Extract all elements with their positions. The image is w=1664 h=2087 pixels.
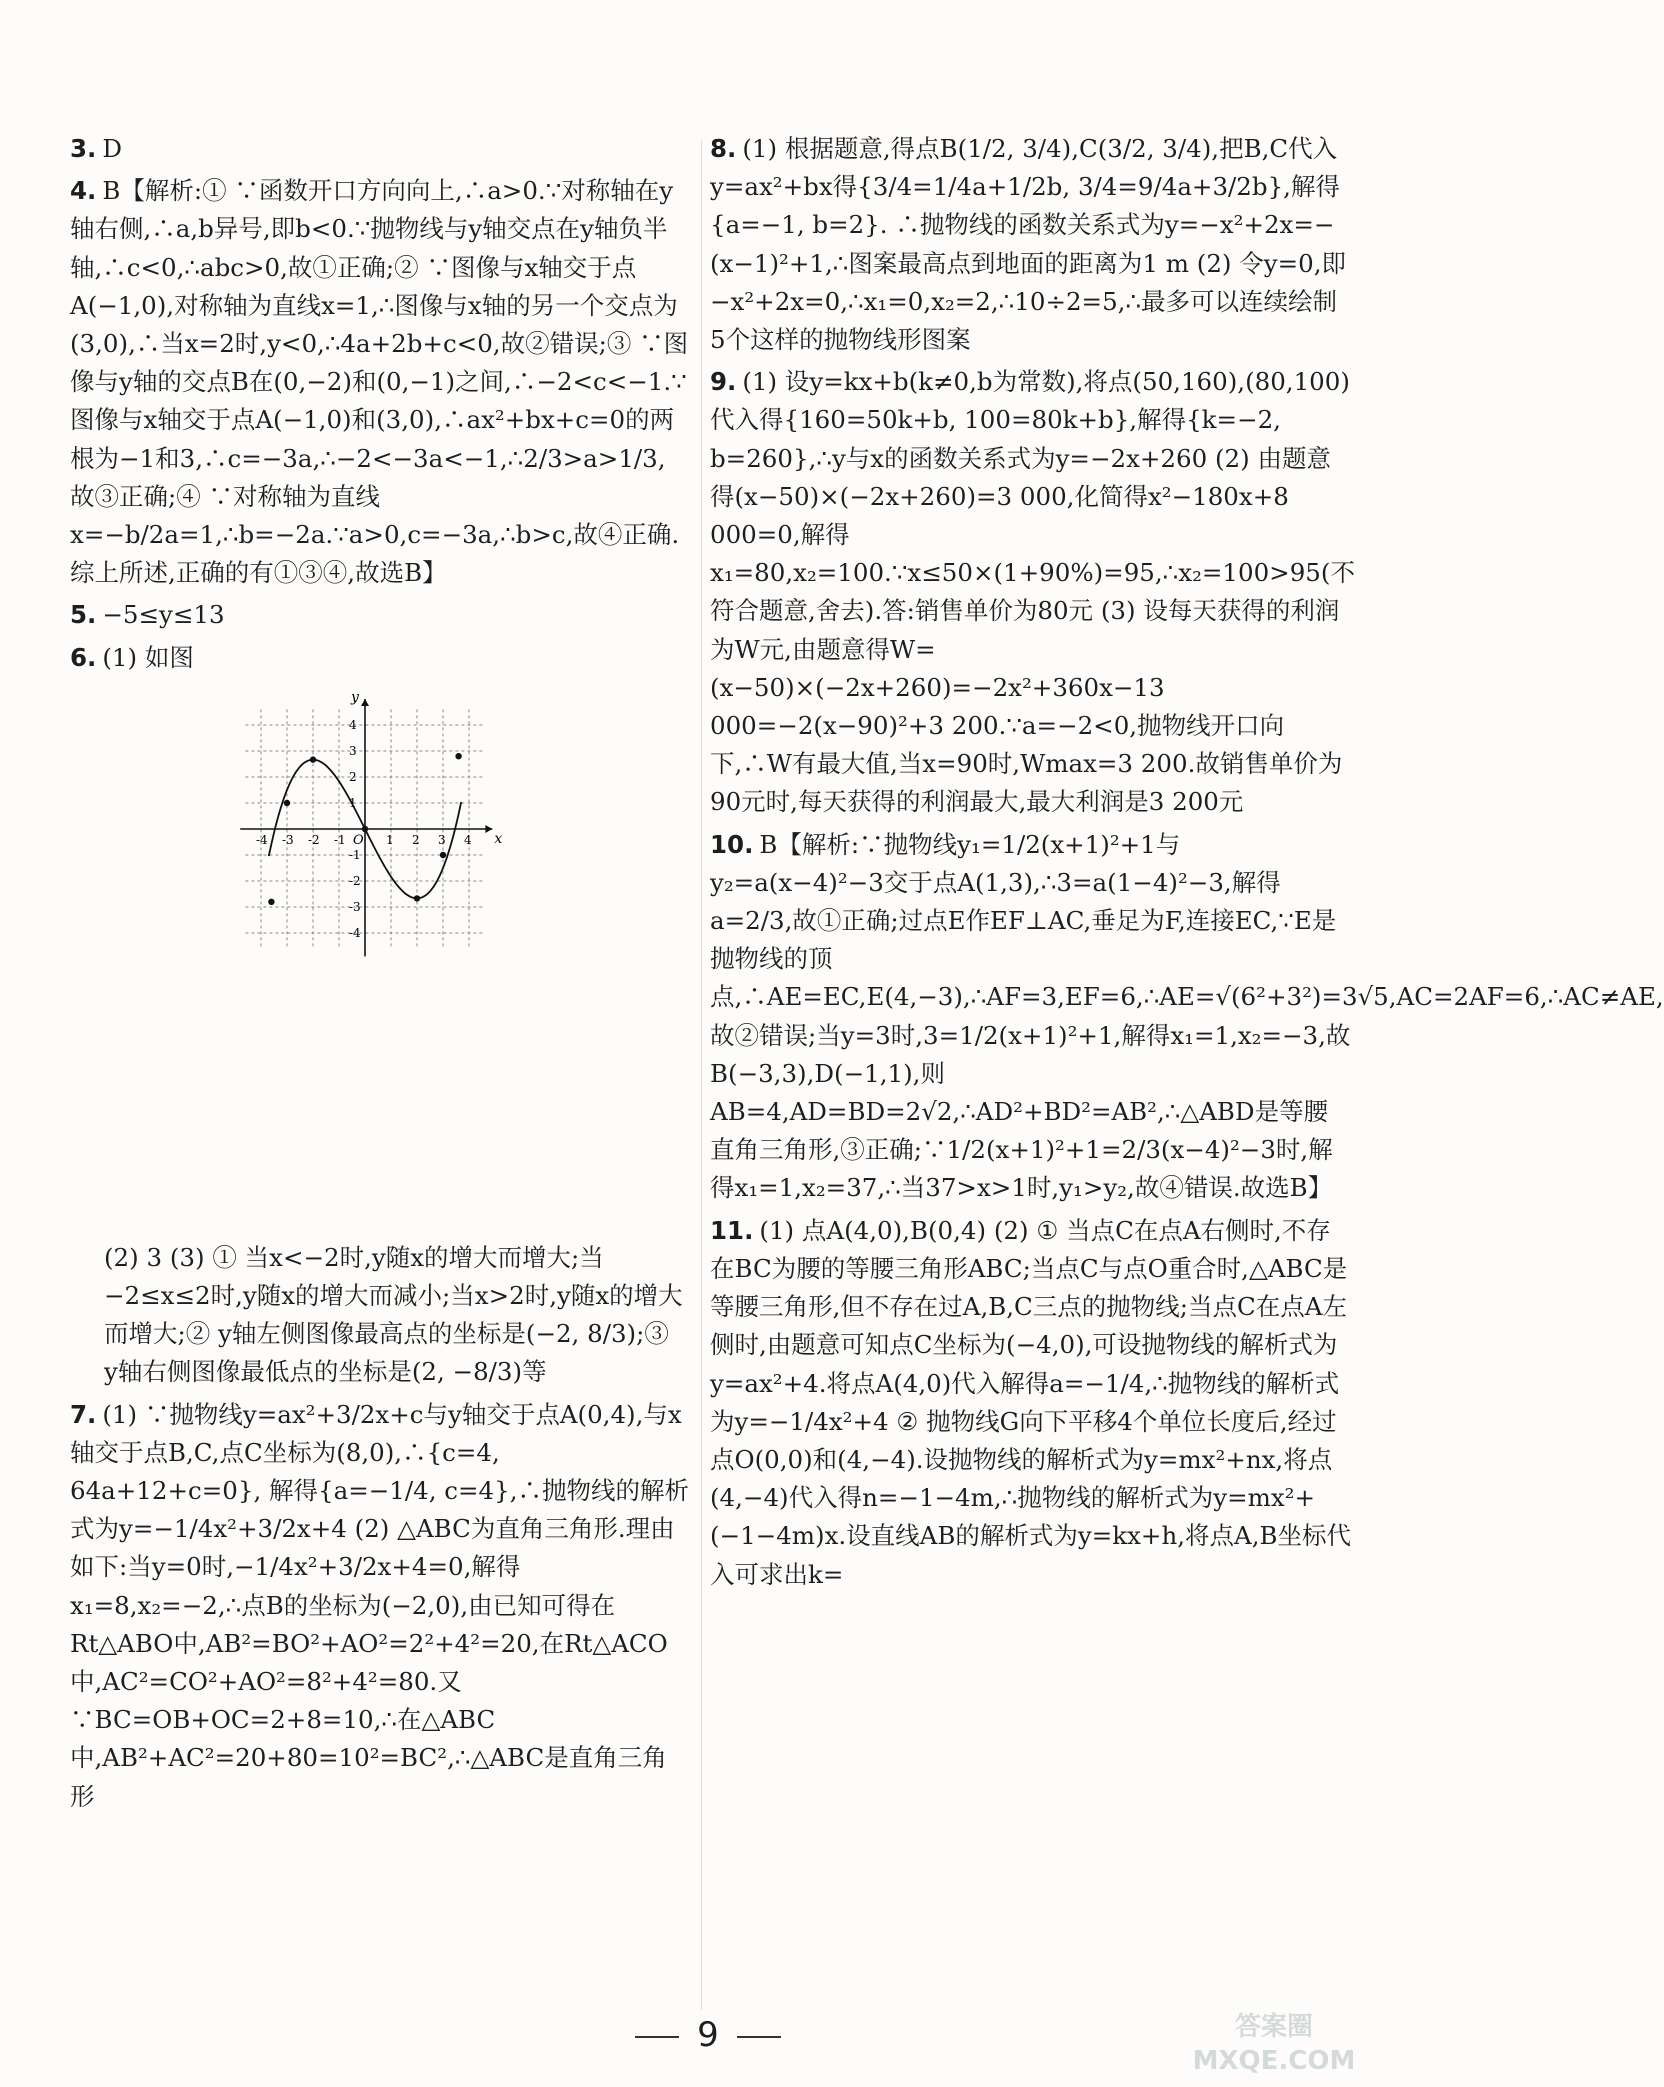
watermark-line1: 答案圈 bbox=[1234, 2012, 1314, 2042]
graph-point bbox=[268, 898, 274, 904]
x-tick-label: -1 bbox=[334, 832, 346, 847]
answer-10 bbox=[710, 826, 1664, 1208]
x-tick-label: -3 bbox=[282, 832, 294, 847]
answer-number: 8. bbox=[710, 134, 737, 163]
answer-4 bbox=[70, 172, 690, 592]
answer-text: B【解析:① ∵函数开口方向向上,∴a>0.∵对称轴在y轴右侧,∴a,b异号,即b<0.∵抛物线与y轴交点在y轴负半轴,∴c<0,∴abc>0,故①正确;② ∵图像与x轴交于点A(−1,0),对称轴为直线x=1,∴图像与x轴的另一个交点为(3,0),∴当x=2时,y<0,∴4a+2b+c<0,故②错误;③ ∵图像与y轴的交点B在(0,−2)和(0,−1)之间,∴−2<c<−1.∵图像与x轴交于点A(−1,0)和(3,0),∴ax²+bx+c=0的两根为−1和3,∴c=−3a,∴−2<−3a<−1,∴2/3>a>1/3,故③正确;④ ∵对称轴为直线x=−b/2a=1,∴b=−2a.∵a>0,c=−3a,∴b>c,故④正确.综上所述,正确的有①③④,故选B】 bbox=[70, 176, 689, 588]
dash-right bbox=[737, 2036, 781, 2038]
x-tick-label: 4 bbox=[464, 832, 472, 847]
answer-7 bbox=[70, 1396, 690, 1816]
graph-point bbox=[455, 753, 461, 759]
y-tick-label: -2 bbox=[349, 873, 361, 888]
answer-6-continued bbox=[104, 1239, 690, 1392]
answer-number: 3. bbox=[70, 134, 97, 163]
x-tick-label: -4 bbox=[256, 832, 268, 847]
graph-svg bbox=[240, 689, 503, 959]
y-tick-label: -3 bbox=[349, 899, 361, 914]
watermark-logo bbox=[1144, 1999, 1404, 2079]
graph-point bbox=[362, 826, 368, 832]
answer-text: (1) 如图 bbox=[102, 642, 194, 672]
answer-number: 6. bbox=[70, 642, 97, 672]
answer-text: (1) 点A(4,0),B(0,4) (2) ① 当点C在点A右侧时,不存在BC为腰的等腰三角形ABC;当点C与点O重合时,△ABC是等腰三角形,但不存在过A,B,C三点的抛物线;当点C在点A左侧时,由题意可知点C坐标为(−4,0),可设抛物线的解析式为y=ax²+4.将点A(4,0)代入解得a=−1/4,∴抛物线的解析式为y=−1/4x²+4 ② 抛物线G向下平移4个单位长度后,经过点O(0,0)和(4,−4).设抛物线的解析式为y=mx²+nx,将点(4,−4)代入得n=−1−4m,∴抛物线的解析式为y=mx²+(−1−4m)x.设直线AB的解析式为y=kx+h,将点A,B坐标代入可求出k= bbox=[710, 1215, 1351, 1589]
column-divider bbox=[701, 140, 702, 2010]
y-axis-label: y bbox=[351, 689, 359, 706]
x-axis-label: x bbox=[494, 830, 503, 847]
graph-point bbox=[284, 800, 290, 806]
y-tick-label: 1 bbox=[349, 795, 357, 810]
answer-9 bbox=[710, 363, 1355, 821]
left-column bbox=[70, 130, 690, 1820]
function-graph bbox=[240, 689, 600, 1229]
y-tick-label: 4 bbox=[349, 717, 357, 732]
answer-text: B【解析:∵抛物线y₁=1/2(x+1)²+1与y₂=a(x−4)²−3交于点A(1,3),∴3=a(1−4)²−3,解得a=2/3,故①正确;过点E作EF⊥AC,垂足为F,连接EC,∵E是抛物线的顶点,∴AE=EC,E(4,−3),∴AF=3,EF=6,∴AE=√(6²+3²)=3√5,AC=2AF=6,∴AC≠AE,故②错误;当y=3时,3=1/2(x+1)²+1,解得x₁=1,x₂=−3,故B(−3,3),D(−1,1),则AB=4,AD=BD=2√2,∴AD²+BD²=AB²,∴△ABD是等腰直角三角形,③正确;∵1/2(x+1)²+1=2/3(x−4)²−3时,解得x₁=1,x₂=37,∴当37>x>1时,y₁>y₂,故④错误.故选B】 bbox=[710, 829, 1664, 1203]
answer-number: 11. bbox=[710, 1215, 754, 1245]
answer-text: D bbox=[102, 134, 123, 163]
answer-number: 7. bbox=[70, 1399, 97, 1429]
answer-number: 4. bbox=[70, 176, 97, 206]
y-axis-arrow bbox=[361, 699, 369, 706]
graph-point bbox=[310, 756, 316, 762]
dash-left bbox=[635, 2036, 679, 2038]
x-tick-label: 2 bbox=[412, 832, 420, 847]
answer-text: (1) 设y=kx+b(k≠0,b为常数),将点(50,160),(80,100)代入得{160=50k+b, 100=80k+b},解得{k=−2, b=260},∴y与x的函数关系式为y=−2x+260 (2) 由题意得(x−50)×(−2x+260)=3 000,化简得x²−180x+8 000=0,解得x₁=80,x₂=100.∵x≤50×(1+90%)=95,∴x₂=100>95(不符合题意,舍去).答:销售单价为80元 (3) 设每天获得的利润为W元,由题意得W=(x−50)×(−2x+260)=−2x²+360x−13 000=−2(x−90)²+3 200.∵a=−2<0,抛物线开口向下,∴W有最大值,当x=90时,Wmax=3 200.故销售单价为90元时,每天获得的利润最大,最大利润是3 200元 bbox=[710, 367, 1355, 817]
y-tick-label: -1 bbox=[349, 847, 361, 862]
answer-text: (1) ∵抛物线y=ax²+3/2x+c与y轴交于点A(0,4),与x轴交于点B,C,点C坐标为(8,0),∴{c=4, 64a+12+c=0}, 解得{a=−1/4, c=4},∴抛物线的解析式为y=−1/4x²+3/2x+4 (2) △ABC为直角三角形.理由如下:当y=0时,−1/4x²+3/2x+4=0,解得x₁=8,x₂=−2,∴点B的坐标为(−2,0),由已知可得在Rt△ABO中,AB²=BO²+AO²=2²+4²=20,在Rt△ACO中,AC²=CO²+AO²=8²+4²=80.又∵BC=OB+OC=2+8=10,∴在△ABC中,AB²+AC²=20+80=10²=BC²,∴△ABC是直角三角形 bbox=[70, 1399, 689, 1811]
answer-11 bbox=[710, 1212, 1352, 1594]
answer-number: 9. bbox=[710, 367, 737, 397]
page-number-text: 9 bbox=[697, 2015, 719, 2055]
answer-number: 5. bbox=[70, 600, 97, 630]
x-tick-label: -2 bbox=[308, 832, 320, 847]
origin-label: O bbox=[353, 832, 364, 848]
watermark-line2: MXQE.COM bbox=[1192, 2046, 1356, 2076]
graph-point bbox=[414, 895, 420, 901]
x-axis-arrow bbox=[485, 825, 492, 833]
x-tick-label: 1 bbox=[386, 832, 394, 847]
answer-text: −5≤y≤13 bbox=[102, 600, 225, 630]
x-tick-label: 3 bbox=[438, 832, 446, 847]
y-tick-label: 3 bbox=[349, 743, 357, 758]
answer-text: (2) 3 (3) ① 当x<−2时,y随x的增大而增大;当−2≤x≤2时,y随x的增大而减小;当x>2时,y随x的增大而增大;② y轴左侧图像最高点的坐标是(−2, 8/3);③ y轴右侧图像最低点的坐标是(2, −8/3)等 bbox=[104, 1242, 683, 1387]
y-tick-label: -4 bbox=[349, 925, 361, 940]
y-tick-label: 2 bbox=[349, 769, 357, 784]
graph-point bbox=[440, 852, 446, 858]
answer-6 bbox=[70, 639, 690, 677]
answer-number: 10. bbox=[710, 829, 754, 859]
right-column bbox=[710, 130, 1664, 1598]
answer-text: (1) 根据题意,得点B(1/2, 3/4),C(3/2, 3/4),把B,C代入y=ax²+bx得{3/4=1/4a+1/2b, 3/4=9/4a+3/2b},解得{a=−1, b=2}. ∴抛物线的函数关系式为y=−x²+2x=−(x−1)²+1,∴图案最高点到地面的距离为1 m (2) 令y=0,即−x²+2x=0,∴x₁=0,x₂=2,∴10÷2=5,∴最多可以连续绘制5个这样的抛物线形图案 bbox=[710, 134, 1346, 355]
answer-5 bbox=[70, 596, 690, 634]
answer-3 bbox=[70, 130, 690, 168]
answer-8 bbox=[710, 130, 1352, 359]
